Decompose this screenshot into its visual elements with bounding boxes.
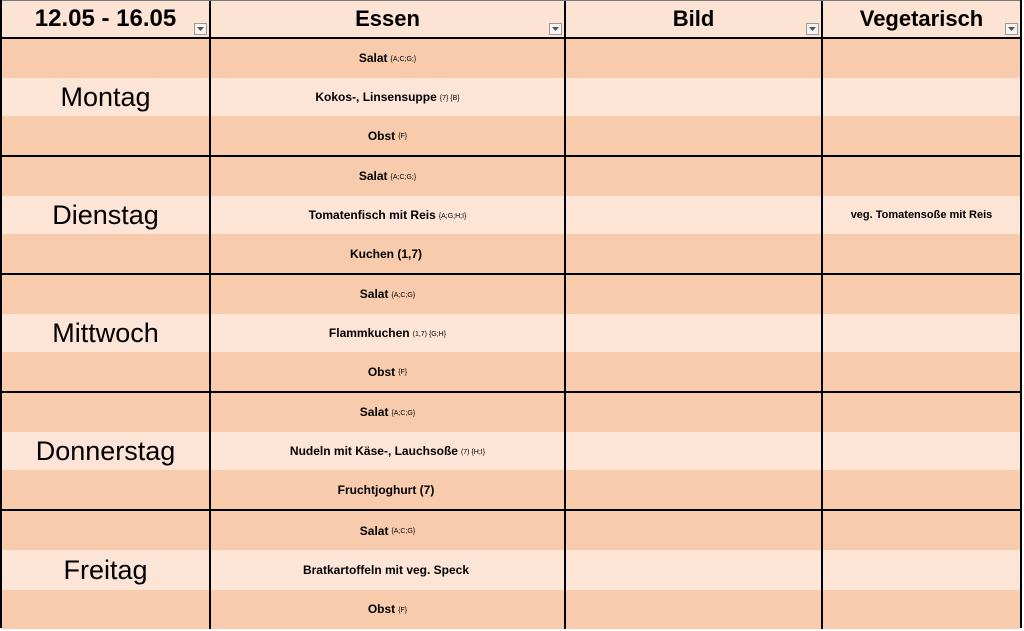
- bild-cell[interactable]: [566, 470, 823, 509]
- meal-row: [211, 352, 1020, 391]
- header-bild: Bild: [672, 6, 715, 31]
- dropdown-arrow-icon: [552, 27, 559, 31]
- day-name: Montag: [60, 81, 151, 112]
- meal-name: Salat: [358, 169, 388, 184]
- day-cell[interactable]: [2, 511, 211, 629]
- vegetarisch-cell[interactable]: [823, 275, 1020, 314]
- header-row: [2, 0, 1020, 39]
- days-body: [2, 39, 1020, 629]
- meal-row: [211, 196, 1020, 235]
- vegetarisch-cell[interactable]: [823, 432, 1020, 471]
- meal-row: [211, 275, 1020, 314]
- day-block: [2, 511, 1020, 629]
- bild-cell[interactable]: [566, 116, 823, 155]
- header-essen-cell: [211, 1, 566, 37]
- meal-name: Salat: [359, 523, 389, 538]
- bild-cell[interactable]: [566, 352, 823, 391]
- bild-cell[interactable]: [566, 432, 823, 471]
- meal-cell[interactable]: [211, 234, 566, 273]
- filter-dropdown-vegetarisch[interactable]: [1005, 23, 1018, 35]
- vegetarisch-cell[interactable]: [823, 116, 1020, 155]
- meal-allergens: {A;G;H;I}: [438, 212, 467, 220]
- meal-allergens: {A;C;G;}: [390, 173, 417, 181]
- meal-allergens: {F}: [398, 606, 408, 614]
- meal-cell[interactable]: [211, 511, 566, 550]
- meal-name: Obst: [367, 128, 396, 143]
- meal-row: [211, 39, 1020, 78]
- vegetarisch-cell[interactable]: [823, 314, 1020, 353]
- filter-dropdown-essen[interactable]: [549, 23, 562, 35]
- bild-cell[interactable]: [566, 550, 823, 589]
- bild-cell[interactable]: [566, 78, 823, 117]
- vegetarisch-cell[interactable]: [823, 511, 1020, 550]
- meal-cell[interactable]: [211, 116, 566, 155]
- dropdown-arrow-icon: [197, 27, 204, 31]
- meal-cell[interactable]: [211, 550, 566, 589]
- day-block: [2, 275, 1020, 393]
- day-cell[interactable]: [2, 393, 211, 509]
- day-block: [2, 157, 1020, 275]
- day-name: Freitag: [63, 554, 148, 585]
- filter-dropdown-week[interactable]: [194, 23, 207, 35]
- header-week-cell: [2, 1, 211, 37]
- meal-name: Fruchtjoghurt (7): [337, 482, 435, 497]
- day-cell[interactable]: [2, 157, 211, 273]
- meal-row: [211, 470, 1020, 509]
- vegetarisch-cell[interactable]: [823, 78, 1020, 117]
- meal-row: [211, 78, 1020, 117]
- meal-row: [211, 511, 1020, 550]
- bild-cell[interactable]: [566, 234, 823, 273]
- meal-name: Obst: [367, 364, 396, 379]
- meal-allergens: {7} {B}: [439, 94, 460, 102]
- meal-name: Salat: [358, 51, 388, 66]
- header-essen: Essen: [355, 6, 420, 31]
- meal-name: Flammkuchen: [328, 326, 410, 340]
- vegetarisch-cell[interactable]: [823, 157, 1020, 196]
- vegetarisch-cell[interactable]: [823, 234, 1020, 273]
- meal-allergens: {F}: [398, 133, 408, 141]
- meal-cell[interactable]: [211, 157, 566, 196]
- bild-cell[interactable]: [566, 39, 823, 78]
- meal-cell[interactable]: [211, 393, 566, 432]
- header-bild-cell: [566, 1, 823, 37]
- meal-cell[interactable]: [211, 196, 566, 235]
- meal-cell[interactable]: [211, 432, 566, 471]
- dropdown-arrow-icon: [1008, 27, 1015, 31]
- veg-alternative: veg. Tomatensoße mit Reis: [850, 209, 993, 221]
- day-name: Donnerstag: [35, 435, 176, 466]
- meal-name: Bratkartoffeln mit veg. Speck: [302, 562, 470, 577]
- day-cell[interactable]: [2, 39, 211, 155]
- meal-cell[interactable]: [211, 590, 566, 629]
- bild-cell[interactable]: [566, 393, 823, 432]
- meal-allergens: {A;C;G}: [391, 409, 416, 417]
- meal-row: [211, 314, 1020, 353]
- day-block: [2, 39, 1020, 157]
- meal-name: Kuchen (1,7): [349, 246, 422, 261]
- meal-allergens: (1,7) {G;H}: [412, 330, 447, 338]
- meal-allergens: (7) {H;I}: [460, 448, 486, 456]
- meal-cell[interactable]: [211, 314, 566, 353]
- vegetarisch-cell[interactable]: [823, 550, 1020, 589]
- meal-cell[interactable]: [211, 39, 566, 78]
- meal-cell[interactable]: [211, 470, 566, 509]
- meal-row: [211, 234, 1020, 273]
- meal-name: Kokos-, Linsensuppe: [315, 90, 437, 104]
- vegetarisch-cell[interactable]: [823, 470, 1020, 509]
- meal-row: [211, 393, 1020, 432]
- bild-cell[interactable]: [566, 511, 823, 550]
- bild-cell[interactable]: [566, 590, 823, 629]
- meal-allergens: {F}: [398, 369, 408, 377]
- day-block: [2, 393, 1020, 511]
- meal-cell[interactable]: [211, 352, 566, 391]
- meal-name: Salat: [359, 287, 389, 302]
- bild-cell[interactable]: [566, 275, 823, 314]
- meal-row: [211, 550, 1020, 589]
- meal-row: [211, 432, 1020, 471]
- bild-cell[interactable]: [566, 157, 823, 196]
- header-vegetarisch: Vegetarisch: [859, 6, 984, 31]
- vegetarisch-cell[interactable]: [823, 196, 1020, 235]
- header-vegetarisch-cell: [823, 1, 1020, 37]
- vegetarisch-cell[interactable]: [823, 352, 1020, 391]
- meal-allergens: {A;C;G}: [391, 528, 416, 536]
- meal-allergens: {A;C;G;}: [390, 55, 417, 63]
- meal-name: Salat: [359, 405, 389, 420]
- meal-row: [211, 157, 1020, 196]
- meal-allergens: {A;C;G}: [391, 291, 416, 299]
- meal-name: Obst: [367, 602, 396, 617]
- vegetarisch-cell[interactable]: [823, 39, 1020, 78]
- meal-cell[interactable]: [211, 275, 566, 314]
- meal-name: Nudeln mit Käse-, Lauchsoße: [289, 444, 458, 458]
- meal-name: Tomatenfisch mit Reis: [308, 208, 436, 222]
- meal-row: [211, 116, 1020, 155]
- day-cell[interactable]: [2, 275, 211, 391]
- bild-cell[interactable]: [566, 314, 823, 353]
- bild-cell[interactable]: [566, 196, 823, 235]
- vegetarisch-cell[interactable]: [823, 393, 1020, 432]
- day-name: Dienstag: [52, 199, 159, 230]
- dropdown-arrow-icon: [809, 27, 816, 31]
- meal-cell[interactable]: [211, 78, 566, 117]
- filter-dropdown-bild[interactable]: [806, 23, 819, 35]
- vegetarisch-cell[interactable]: [823, 590, 1020, 629]
- meal-row: [211, 590, 1020, 629]
- week-range: 12.05 - 16.05: [34, 5, 177, 32]
- day-name: Mittwoch: [52, 317, 159, 348]
